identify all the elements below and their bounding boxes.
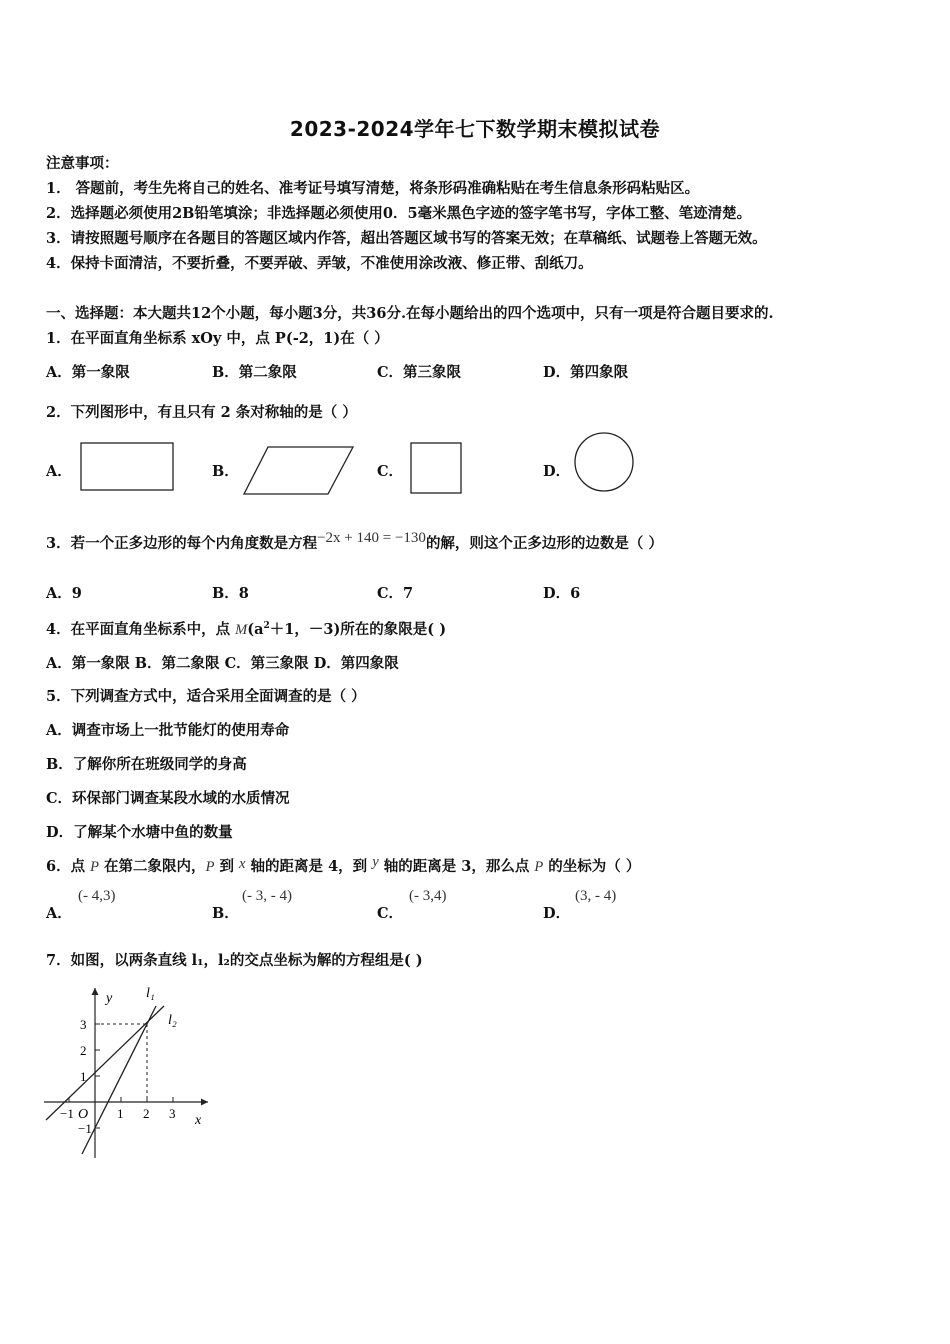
- q3-option-d: D．6: [543, 585, 581, 602]
- q5-option-c: C．环保部门调查某段水域的水质情况: [46, 790, 290, 807]
- y-tick-2: 2: [80, 1043, 87, 1058]
- q6-value-d: (3, - 4): [575, 888, 617, 904]
- notice-heading: 注意事项：: [46, 155, 119, 172]
- q6-value-a: (- 4,3): [78, 888, 116, 904]
- x-tick-neg1: −1: [60, 1106, 74, 1121]
- q3-stem-after: 的解，则这个正多边形的边数是（ ）: [425, 535, 663, 552]
- q3-option-c: C．7: [377, 585, 414, 602]
- q5-stem: 5．下列调查方式中，适合采用全面调查的是（ ）: [46, 688, 366, 705]
- q6-var-y: y: [372, 854, 379, 870]
- q1-option-b: B．第二象限: [212, 364, 297, 381]
- q4-superscript: 2: [263, 621, 270, 632]
- q2-label-a: A．: [46, 463, 72, 480]
- q6-value-c: (- 3,4): [409, 888, 447, 904]
- q2-square-shape: [410, 442, 464, 496]
- notice-item-2: 2．选择题必须使用2B铅笔填涂；非选择题必须使用0．5毫米黑色字迹的签字笔书写，字体工整、笔迹清楚。: [46, 205, 752, 222]
- q6-value-b: (- 3, - 4): [242, 888, 292, 904]
- q3-stem: [46, 532, 663, 553]
- l1-label: l₁: [146, 986, 155, 1001]
- q2-rectangle-shape: [80, 442, 176, 492]
- q1-option-d: D．第四象限: [543, 364, 629, 381]
- q6-text-4: 轴的距离是 4，到: [245, 858, 373, 875]
- q6-text-2: 在第二象限内，: [99, 858, 206, 875]
- q6-var-p-2: P: [205, 859, 215, 875]
- q1-option-c: C．第三象限: [377, 364, 462, 381]
- y-axis-label: y: [106, 991, 113, 1006]
- q5-option-a: A．调查市场上一批节能灯的使用寿命: [46, 722, 290, 739]
- notice-item-3: 3．请按照题号顺序在各题目的答题区域内作答，超出答题区域书写的答案无效；在草稿纸、试题卷上答题无效。: [46, 230, 767, 247]
- q4-point-m: M: [235, 622, 248, 638]
- y-tick-neg1: −1: [78, 1121, 92, 1136]
- q6-label-a: A．: [46, 905, 72, 922]
- q3-option-a: A．9: [46, 585, 82, 602]
- y-tick-3: 3: [80, 1017, 87, 1032]
- q1-option-a: A．第一象限: [46, 364, 130, 381]
- notice-item-4: 4．保持卡面清洁，不要折叠，不要弄破、弄皱，不准使用涂改液、修正带、刮纸刀。: [46, 255, 593, 272]
- q4-options: A．第一象限 B．第二象限 C．第三象限 D．第四象限: [46, 655, 399, 672]
- x-tick-1: 1: [117, 1106, 124, 1121]
- q3-stem-before: 3．若一个正多边形的每个内角度数是方程: [46, 535, 318, 552]
- q3-equation: −2x + 140 = −130: [317, 530, 426, 546]
- q4-stem: [46, 618, 446, 639]
- q2-label-c: C．: [377, 463, 404, 480]
- q5-option-b: B．了解你所在班级同学的身高: [46, 756, 247, 773]
- q4-stem-before: 4．在平面直角坐标系中，点: [46, 621, 236, 638]
- q2-circle-shape: [573, 431, 635, 493]
- q6-label-b: B．: [212, 905, 239, 922]
- y-tick-1: 1: [80, 1069, 87, 1084]
- origin-label: O: [78, 1107, 89, 1122]
- q3-option-b: B．8: [212, 585, 249, 602]
- x-tick-3: 3: [169, 1106, 176, 1121]
- q4-coords: (a: [247, 621, 264, 638]
- q5-option-d: D．了解某个水塘中鱼的数量: [46, 824, 233, 841]
- q6-var-p: P: [90, 859, 99, 875]
- q6-text-6: 的坐标为（ ）: [543, 858, 641, 875]
- q1-stem: 1．在平面直角坐标系 xOy 中，点 P(-2，1)在（ ）: [46, 330, 389, 347]
- page-title: 2023-2024学年七下数学期末模拟试卷: [289, 117, 661, 141]
- q7-graph: [40, 980, 215, 1165]
- q6-label-d: D．: [543, 905, 571, 922]
- q6-var-x: x: [239, 856, 246, 872]
- q7-stem: 7．如图，以两条直线 l₁，l₂的交点坐标为解的方程组是( ): [46, 952, 423, 969]
- section-heading: 一、选择题：本大题共12个小题，每小题3分，共36分.在每小题给出的四个选项中，只有一项是符合题目要求的.: [46, 305, 774, 322]
- notice-item-1: 1． 答题前，考生先将自己的姓名、准考证号填写清楚，将条形码准确粘贴在考生信息条形码粘贴区。: [46, 180, 700, 197]
- x-tick-2: 2: [143, 1106, 150, 1121]
- q4-stem-after: ＋1，－3)所在的象限是( ): [269, 621, 447, 638]
- q2-label-d: D．: [543, 463, 571, 480]
- q6-var-p-3: P: [534, 859, 544, 875]
- q6-text-1: 6．点: [46, 858, 91, 875]
- q6-stem: [46, 855, 640, 876]
- q6-text-5: 轴的距离是 3，那么点: [378, 858, 535, 875]
- line-l1: [82, 1006, 156, 1154]
- q6-label-c: C．: [377, 905, 404, 922]
- q2-label-b: B．: [212, 463, 239, 480]
- q2-stem: 2．下列图形中，有且只有 2 条对称轴的是（ ）: [46, 404, 357, 421]
- q6-text-3: 到: [214, 858, 240, 875]
- line-l2: [46, 1006, 164, 1120]
- q2-parallelogram-shape: [242, 445, 356, 497]
- l2-label: l₂: [168, 1013, 177, 1028]
- x-axis-label: x: [195, 1113, 202, 1128]
